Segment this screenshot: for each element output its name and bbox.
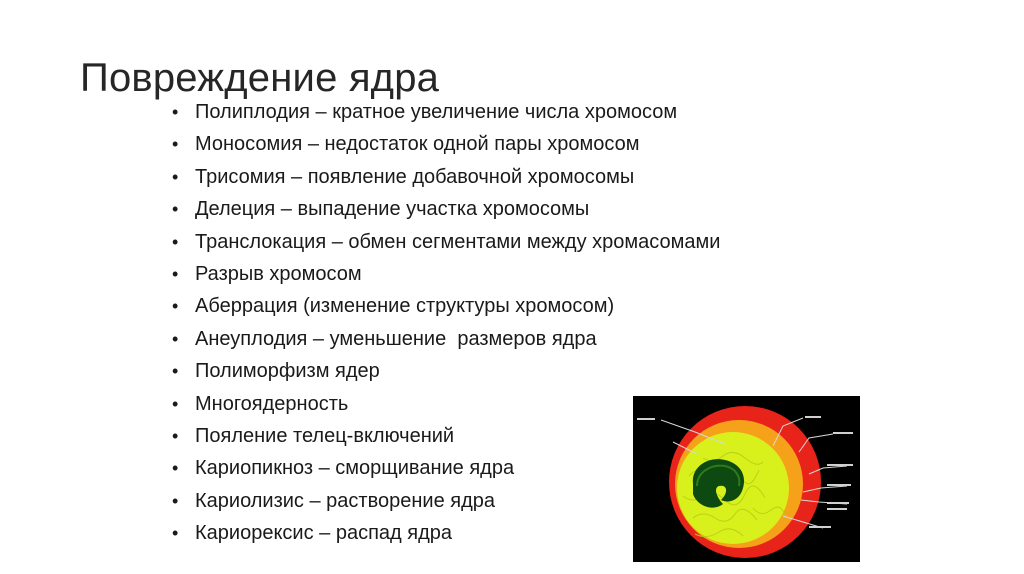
- bullet-item: [172, 290, 720, 322]
- bullet-dot: •: [172, 296, 179, 317]
- bullet-text: Моносомия – недостаток одной пары хромосом: [195, 133, 640, 156]
- bullet-item: [172, 355, 720, 387]
- bullet-dot: •: [172, 393, 179, 414]
- bullet-dot: •: [172, 425, 179, 446]
- bullet-dot: •: [172, 523, 179, 544]
- bullet-dot: •: [172, 166, 179, 187]
- bullet-dot: •: [172, 361, 179, 382]
- slide-title: Повреждение ядра: [80, 56, 440, 100]
- cell-nucleus-illustration: [633, 396, 860, 562]
- bullet-text: Анеуплодия – уменьшение размеров ядра: [195, 327, 597, 350]
- bullet-text: Аберрация (изменение структуры хромосом): [195, 295, 615, 318]
- bullet-text: Разрыв хромосом: [195, 262, 362, 285]
- bullet-text: Многоядерность: [195, 392, 349, 415]
- bullet-dot: •: [172, 490, 179, 511]
- bullet-dot: •: [172, 328, 179, 349]
- bullet-item: [172, 226, 720, 258]
- bullet-text: Трисомия – появление добавочной хромосомы: [195, 165, 635, 188]
- bullet-text: Кариолизис – растворение ядра: [195, 489, 495, 512]
- bullet-text: Полиморфизм ядер: [195, 360, 380, 383]
- cell-diagram-icon: [633, 396, 860, 562]
- bullet-dot: •: [172, 458, 179, 479]
- bullet-text: Кариорексис – распад ядра: [195, 522, 452, 545]
- bullet-item: [172, 258, 720, 290]
- bullet-text: Транслокация – обмен сегментами между хромасомами: [195, 230, 721, 253]
- bullet-dot: •: [172, 231, 179, 252]
- bullet-item: [172, 193, 720, 225]
- bullet-item: [172, 96, 720, 128]
- bullet-dot: •: [172, 199, 179, 220]
- bullet-item: [172, 323, 720, 355]
- bullet-dot: •: [172, 134, 179, 155]
- bullet-item: [172, 128, 720, 160]
- bullet-item: [172, 161, 720, 193]
- bullet-text: Полиплодия – кратное увеличение числа хромосом: [195, 101, 678, 123]
- bullet-dot: •: [172, 102, 179, 122]
- bullet-text: Кариопикноз – сморщивание ядра: [195, 457, 515, 480]
- bullet-text: Делеция – выпадение участка хромосомы: [195, 198, 590, 221]
- bullet-dot: •: [172, 263, 179, 284]
- bullet-text: Пояление телец-включений: [195, 424, 455, 447]
